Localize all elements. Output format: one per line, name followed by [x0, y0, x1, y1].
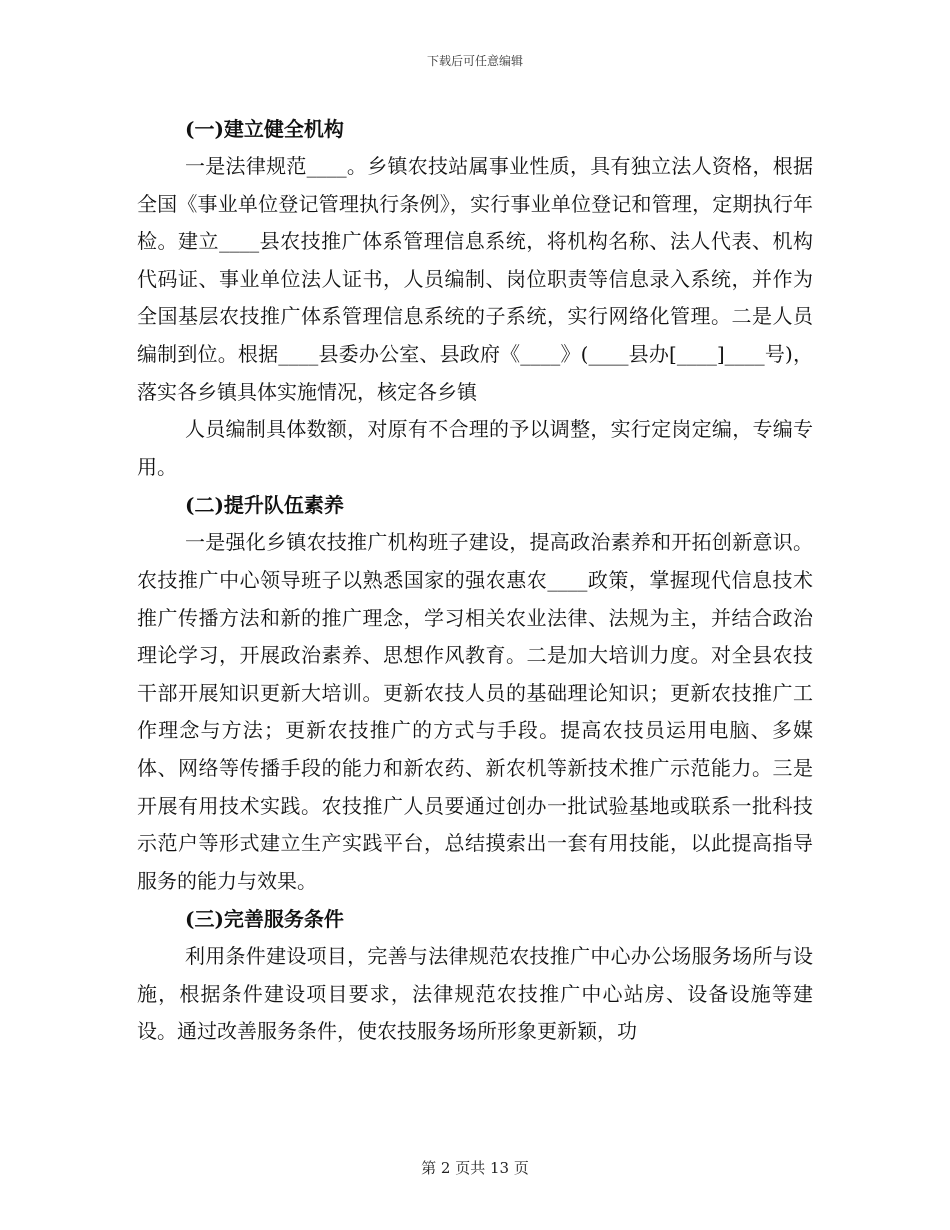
page-footer: 第 2 页共 13 页 — [421, 1159, 529, 1177]
section-heading-3: (三)完善服务条件 — [185, 907, 344, 932]
section-2-paragraph-1: 一是强化乡镇农技推广机构班子建设，提高政治素养和开拓创新意识。农技推广中心领导班子以熟悉国家的强农惠农____政策，掌握现代信息技术推广传播方法和新的推广理念，学习相关农业法律、法规为主，并结合政治理论学习，开展政治素养、思想作风教育。二是加大培训力度。对全县农技干部开展知识更新大培训。更新农技人员的基础理论知识；更新农技推广工作理念与方法；更新农技推广的方式与手段。提高农技员运用电脑、多媒体、网络等传播手段的能力和新农药、新农机等新技术推广示范能力。三是开展有用技术实践。农技推广人员要通过创办一批试验基地或联系一批科技示范户等形式建立生产实践平台，总结摸索出一套有用技能，以此提高指导服务的能力与效果。 — [137, 530, 813, 893]
section-3-paragraph-1: 利用条件建设项目，完善与法律规范农技推广中心办公场服务场所与设施，根据条件建设项目要求，法律规范农技推广中心站房、设备设施等建设。通过改善服务条件，使农技服务场所形象更新颖，功 — [137, 944, 813, 1044]
section-heading-1: (一)建立健全机构 — [185, 117, 344, 141]
section-1-paragraph-1: 一是法律规范____。乡镇农技站属事业性质，具有独立法人资格，根据全国《事业单位登记管理执行条例》，实行事业单位登记和管理，定期执行年检。建立____县农技推广体系管理信息系统，将机构名称、法人代表、机构代码证、事业单位法人证书，人员编制、岗位职责等信息录入系统，并作为全国基层农技推广体系管理信息系统的子系统，实行网络化管理。二是人员编制到位。根据____县委办公室、县政府《____》(____县办[____]____号)，落实各乡镇具体实施情况，核定各乡镇 — [137, 154, 813, 404]
section-1-paragraph-2: 人员编制具体数额，对原有不合理的予以调整，实行定岗定编，专编专用。 — [137, 417, 813, 479]
document-body — [137, 110, 813, 1051]
section-heading-2: (二)提升队伍素养 — [185, 493, 344, 518]
page-header: 下载后可任意编辑 — [426, 54, 523, 68]
